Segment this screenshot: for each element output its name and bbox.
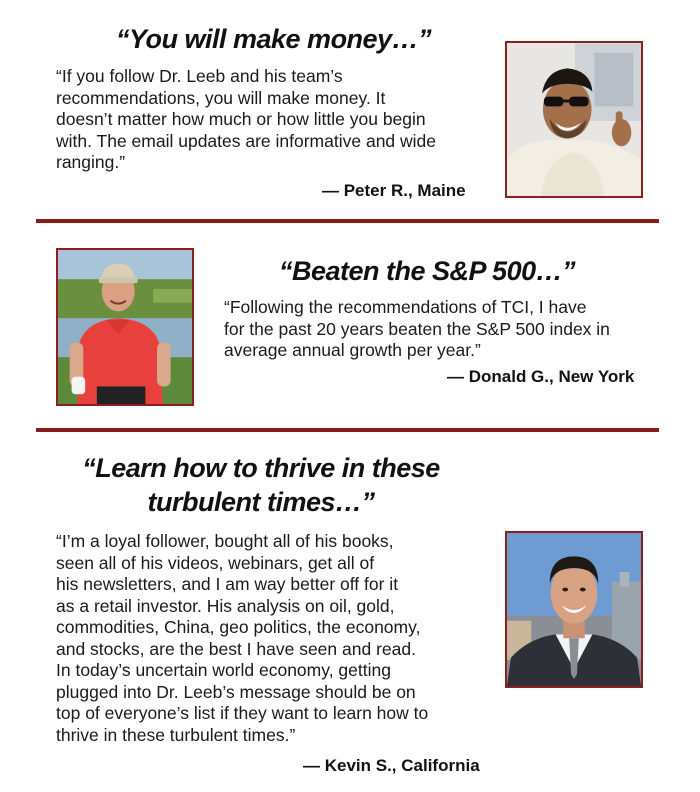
quote-line: plugged into Dr. Leeb’s message should be on	[56, 681, 416, 702]
quote-line: ranging.”	[56, 152, 126, 172]
testimonial-1-attribution: — Peter R., Maine	[322, 181, 466, 200]
testimonial-3-headline	[36, 451, 486, 519]
testimonial-2-quote	[224, 297, 610, 362]
quote-line: average annual growth per year.”	[224, 340, 481, 360]
testimonial-1-quote	[56, 66, 436, 174]
quote-line: “I’m a loyal follower, bought all of his books,	[56, 531, 394, 551]
testimonial-3-quote	[56, 531, 428, 746]
testimonial-1-photo	[505, 41, 643, 198]
headline-line: turbulent times…”	[147, 487, 375, 517]
testimonial-1-headline: “You will make money…”	[116, 24, 432, 54]
section-divider	[36, 219, 659, 223]
section-divider	[36, 428, 659, 432]
quote-line: seen all of his videos, webinars, get all of	[56, 552, 375, 573]
quote-line: as a retail investor. His analysis on oil, gold,	[56, 595, 395, 616]
man-suit-city-photo	[507, 533, 641, 686]
quote-line: commodities, China, geo politics, the economy,	[56, 617, 421, 637]
quote-line: and stocks, are the best I have seen and read.	[56, 638, 416, 659]
quote-line: his newsletters, and I am way better off for it	[56, 574, 399, 594]
quote-line: with. The email updates are informative and wide	[56, 130, 437, 151]
testimonial-3-photo	[505, 531, 643, 688]
quote-line: top of everyone’s list if they want to learn how to	[56, 703, 429, 723]
quote-line: recommendations, you will make money. It	[56, 87, 386, 108]
testimonial-2-photo	[56, 248, 194, 406]
headline-line: “Learn how to thrive in these	[82, 453, 440, 483]
quote-line: “Following the recommendations of TCI, I have	[224, 297, 587, 317]
quote-line: thrive in these turbulent times.”	[56, 724, 296, 745]
quote-line: doesn’t matter how much or how little you begin	[56, 109, 426, 129]
man-sunglasses-thumbs-up-photo	[507, 43, 641, 196]
testimonial-2-headline: “Beaten the S&P 500…”	[279, 256, 576, 286]
man-golf-course-photo	[58, 250, 192, 404]
quote-line: In today’s uncertain world economy, getting	[56, 660, 391, 680]
quote-line: “If you follow Dr. Leeb and his team’s	[56, 66, 343, 86]
testimonial-2-attribution: — Donald G., New York	[447, 367, 635, 386]
quote-line: for the past 20 years beaten the S&P 500 index in	[224, 318, 610, 339]
testimonial-3-attribution: — Kevin S., California	[303, 756, 480, 775]
